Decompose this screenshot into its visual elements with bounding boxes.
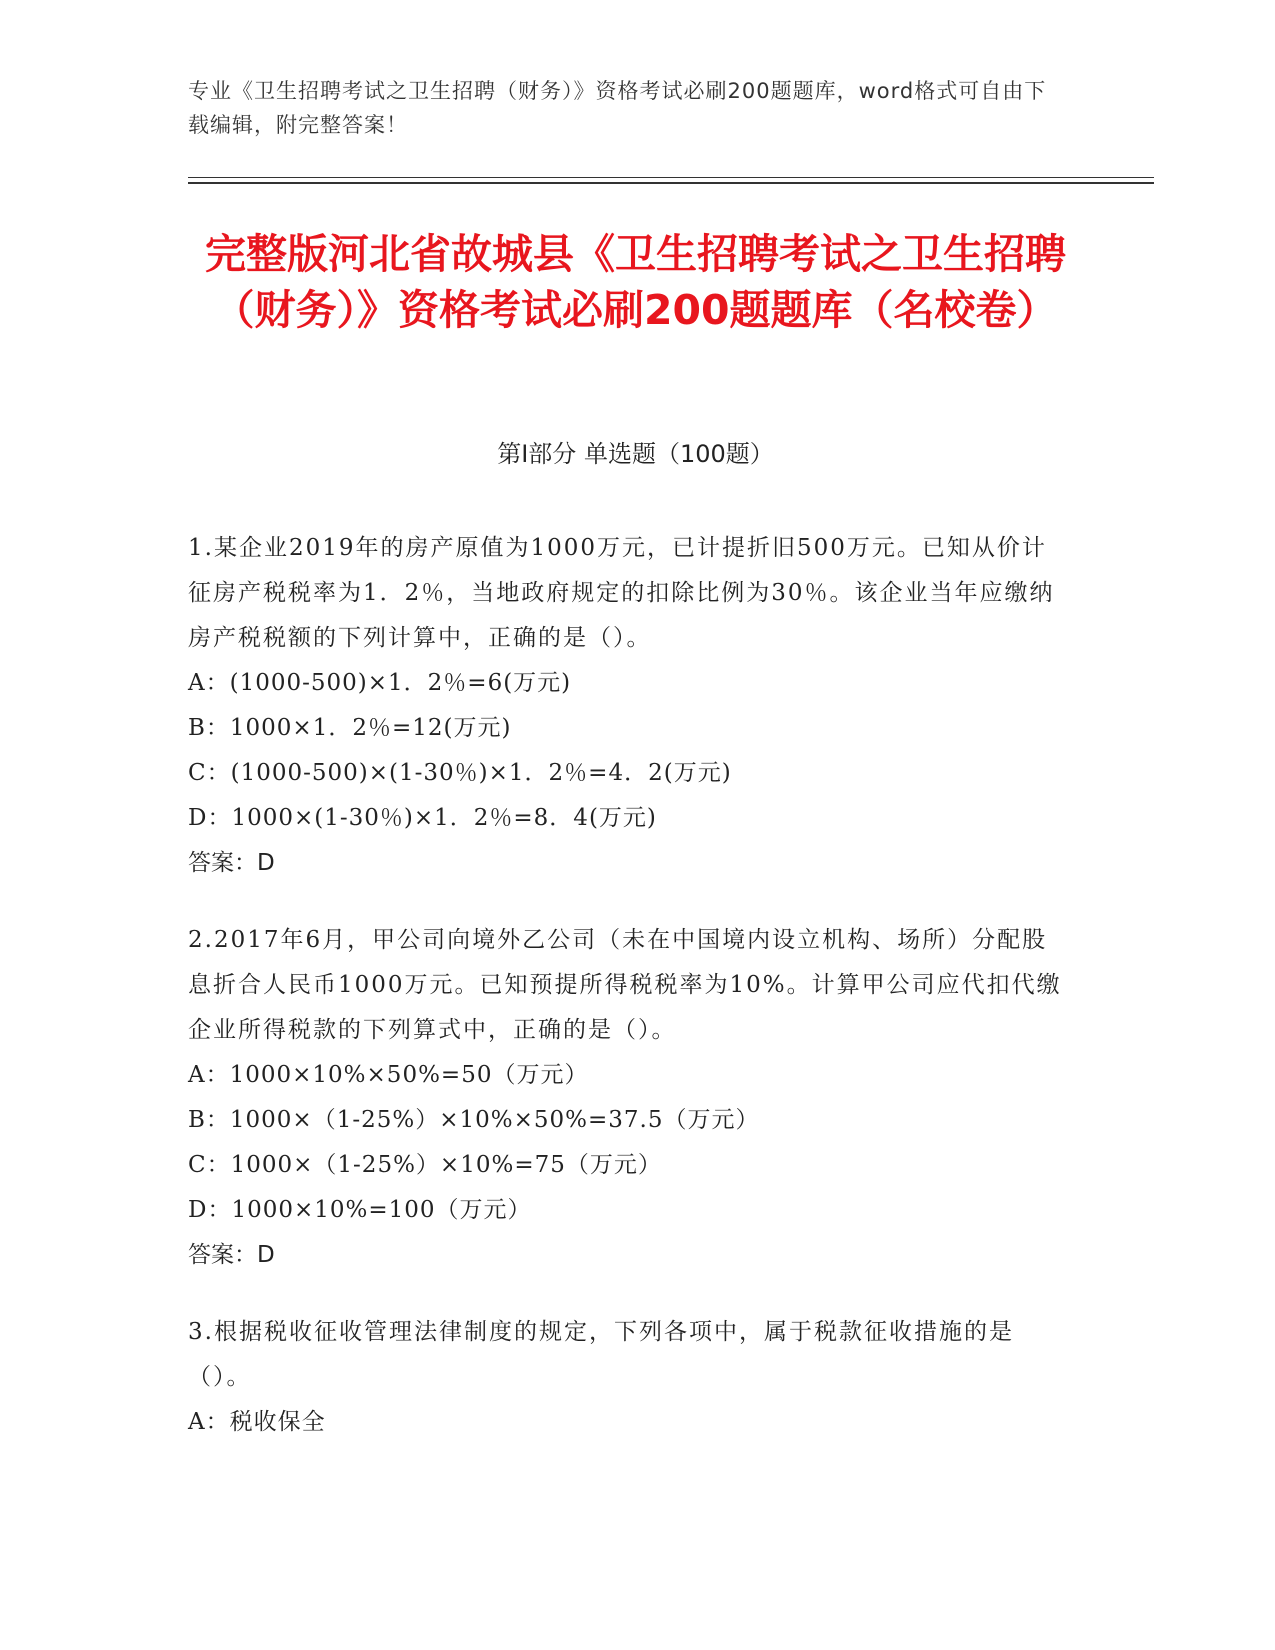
answer-line: 答案：D [188,1242,275,1268]
question-stem: 3.根据税收征收管理法律制度的规定，下列各项中，属于税款征收措施的是（）。 [188,1319,1014,1390]
question-3 [188,1310,1068,1445]
option-d: D：1000×10%=100（万元） [188,1197,532,1223]
document-title: 完整版河北省故城县《卫生招聘考试之卫生招聘（财务）》资格考试必刷200题题库（名校卷） [205,230,1066,334]
header-divider-thick [188,182,1154,184]
option-c: C：1000×（1-25%）×10%=75（万元） [188,1152,662,1178]
option-b: B：1000×（1-25%）×10%×50%=37.5（万元） [188,1107,760,1133]
question-stem: 1.某企业2019年的房产原值为1000万元，已计提折旧500万元。已知从价计征房产税税率为1．2％，当地政府规定的扣除比例为30％。该企业当年应缴纳房产税税额的下列计算中，正确的是（）。 [188,535,1055,651]
option-a: A：1000×10%×50%=50（万元） [188,1062,589,1088]
question-list [188,526,1068,1477]
option-b: B：1000×1．2％=12(万元) [188,715,512,741]
header-note: 专业《卫生招聘考试之卫生招聘（财务）》资格考试必刷200题题库，word格式可自由下载编辑，附完整答案！ [188,79,1047,137]
option-c: C：(1000-500)×(1-30％)×1．2％=4．2(万元) [188,760,732,786]
header-divider-thin [188,177,1154,178]
answer-line: 答案：D [188,850,275,876]
section-heading: 第Ⅰ部分 单选题（100题） [497,440,774,468]
option-a: A：税收保全 [188,1409,326,1435]
question-stem: 2.2017年6月，甲公司向境外乙公司（未在中国境内设立机构、场所）分配股息折合人民币1000万元。已知预提所得税税率为10%。计算甲公司应代扣代缴企业所得税款的下列算式中，正确的是（）。 [188,927,1062,1043]
option-d: D：1000×(1-30％)×1．2％=8．4(万元) [188,805,657,831]
question-1 [188,526,1068,886]
question-2 [188,918,1068,1278]
option-a: A：(1000-500)×1．2％=6(万元) [188,670,572,696]
